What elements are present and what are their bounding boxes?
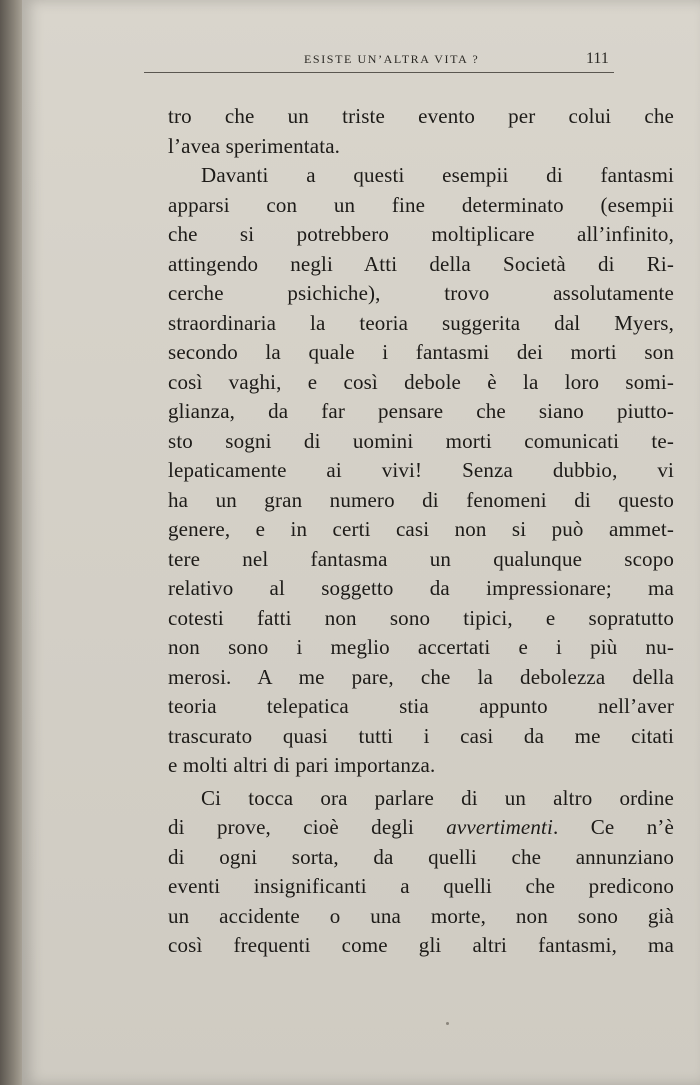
text-segment: di prove, cioè degli <box>168 815 447 839</box>
text-line: cerche psichiche), trovo assolutamente <box>168 281 674 305</box>
text-line: sto sogni di uomini morti comunicati te- <box>168 428 674 453</box>
text-line: eventi insignificanti a quelli che predicono <box>168 874 674 898</box>
paper-speck <box>446 1022 449 1025</box>
text-line: glianza, da far pensare che siano piutto- <box>168 399 674 423</box>
text-line: così vaghi, e così debole è la loro somi- <box>168 369 674 394</box>
text-line: e molti altri di pari importanza. <box>168 753 436 777</box>
text-segment: . Ce n’è <box>553 815 674 839</box>
text-line: cotesti fatti non sono tipici, e sopratutto <box>168 605 674 630</box>
header-rule <box>144 72 614 73</box>
text-line: che si potrebbero moltiplicare all’infinito, <box>168 222 674 246</box>
text-line: un accidente o una morte, non sono già <box>168 903 674 928</box>
text-line: tro che un triste evento per colui che <box>168 104 674 128</box>
text-line: straordinaria la teoria suggerita dal Myers, <box>168 310 674 335</box>
text-line: apparsi con un fine determinato (esempii <box>168 192 674 217</box>
text-line: lepaticamente ai vivi! Senza dubbio, vi <box>168 458 674 482</box>
text-line: attingendo negli Atti della Società di Ri- <box>168 251 674 276</box>
text-line: l’avea sperimentata. <box>168 133 341 158</box>
book-page <box>22 0 700 1085</box>
text-line: teoria telepatica stia appunto nell’aver <box>168 694 674 718</box>
text-line <box>168 813 674 843</box>
text-line: Davanti a questi esempii di fantasmi <box>201 163 674 187</box>
text-line: Ci tocca ora parlare di un altro ordine <box>201 785 674 810</box>
running-title: ESISTE UN’ALTRA VITA ? <box>304 52 480 66</box>
paragraph-1 <box>168 102 674 161</box>
text-line: genere, e in certi casi non si può ammet- <box>168 517 674 541</box>
text-line: di ogni sorta, da quelli che annunziano <box>168 844 674 869</box>
text-line: relativo al soggetto da impressionare; ma <box>168 576 674 600</box>
running-header <box>144 50 614 72</box>
text-line: trascurato quasi tutti i casi da me citati <box>168 723 674 748</box>
text-line: ha un gran numero di fenomeni di questo <box>168 487 674 512</box>
text-line: così frequenti come gli altri fantasmi, ma <box>168 933 674 957</box>
text-line: merosi. A me pare, che la debolezza della <box>168 664 674 689</box>
body-text <box>168 102 674 961</box>
text-line: secondo la quale i fantasmi dei morti son <box>168 340 674 364</box>
italic-term: avvertimenti <box>446 815 554 839</box>
text-line: tere nel fantasma un qualunque scopo <box>168 546 674 571</box>
page-number: 111 <box>586 50 609 67</box>
paragraph-3 <box>168 784 674 961</box>
text-line: non sono i meglio accertati e i più nu- <box>168 635 674 659</box>
paragraph-2 <box>168 161 674 781</box>
